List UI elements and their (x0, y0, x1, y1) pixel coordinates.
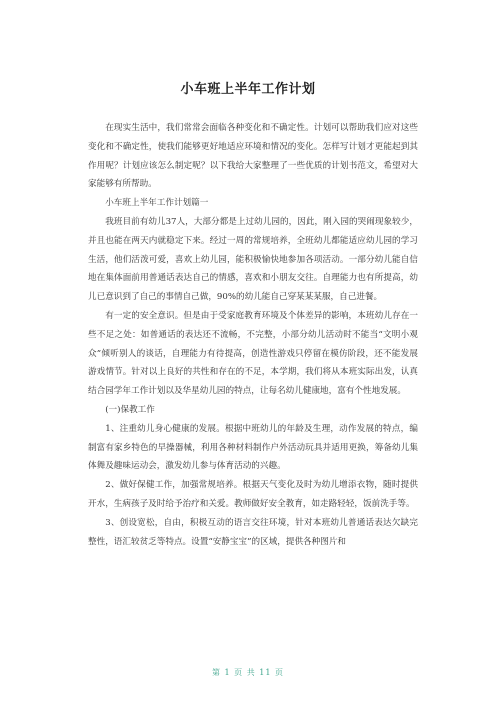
document-title: 小车班上半年工作计划 (180, 82, 316, 97)
section-heading: 小车班上半年工作计划篇一 (105, 198, 209, 209)
subsection-heading: (一)保教工作 (105, 404, 155, 415)
document-body (88, 119, 418, 551)
body-paragraph: 我班目前有幼儿37人，大部分都是上过幼儿园的，因此，刚入园的哭闹现象较少，并且也能在两天内就稳定下来。经过一周的常规培养，全班幼儿都能适应幼儿园的学习生活，他们活泼可爱，喜欢上幼儿园，能积极愉快地参加各项活动。一部分幼儿能自信地在集体面前用普通话表达自己的情感，喜欢和小朋友交往。自理能力也有所提高，幼儿已意识到了自己的事情自己做，90%的幼儿能自己穿某某某服，自己进餐。 (88, 216, 418, 303)
page-footer: 第 1 页 共 11 页 (212, 668, 284, 677)
intro-paragraph: 在现实生活中，我们常常会面临各种变化和不确定性。计划可以帮助我们应对这些变化和不确定性，使我们能够更好地适应环境和情况的变化。怎样写计划才更能起到其作用呢？计划应该怎么制定呢？以下我给大家整理了一些优质的计划书范文，希望对大家能够有所帮助。 (88, 123, 418, 190)
list-paragraph: 2、做好保健工作，加强常规培养。根据天气变化及时为幼儿增添衣物，随时提供开水，生病孩子及时给予治疗和关爱。教师做好安全教育，如走路轻轻，饭前洗手等。 (88, 480, 418, 509)
body-paragraph: 有一定的安全意识。但是由于受家庭教育环境及个体差异的影响，本班幼儿存在一些不足之处：如普通话的表达还不流畅，不完整，小部分幼儿活动时不能当“文明小观众”倾听别人的谈话，自理能力有待提高，创造性游戏只停留在模仿阶段，还不能发展游戏情节。针对以上良好的共性和存在的不足，本学期，我们将从本班实际出发，认真结合园学年工作计划以及华星幼儿园的特点，让每名幼儿健康地，富有个性地发展。 (88, 310, 418, 397)
list-paragraph: 1、注重幼儿身心健康的发展。根据中班幼儿的年龄及生理，动作发展的特点，编制富有家乡特色的早操器械，利用各种材料制作户外活动玩具并适用更换，筹备幼儿集体舞及趣味运动会，激发幼儿参与体育活动的兴趣。 (88, 423, 418, 472)
list-paragraph: 3、创设宽松，自由，积极互动的语言交往环境，针对本班幼儿普通话表达欠缺完整性，语汇较贫乏等特点。设置“安静宝宝”的区域，提供各种图片和 (88, 517, 418, 547)
